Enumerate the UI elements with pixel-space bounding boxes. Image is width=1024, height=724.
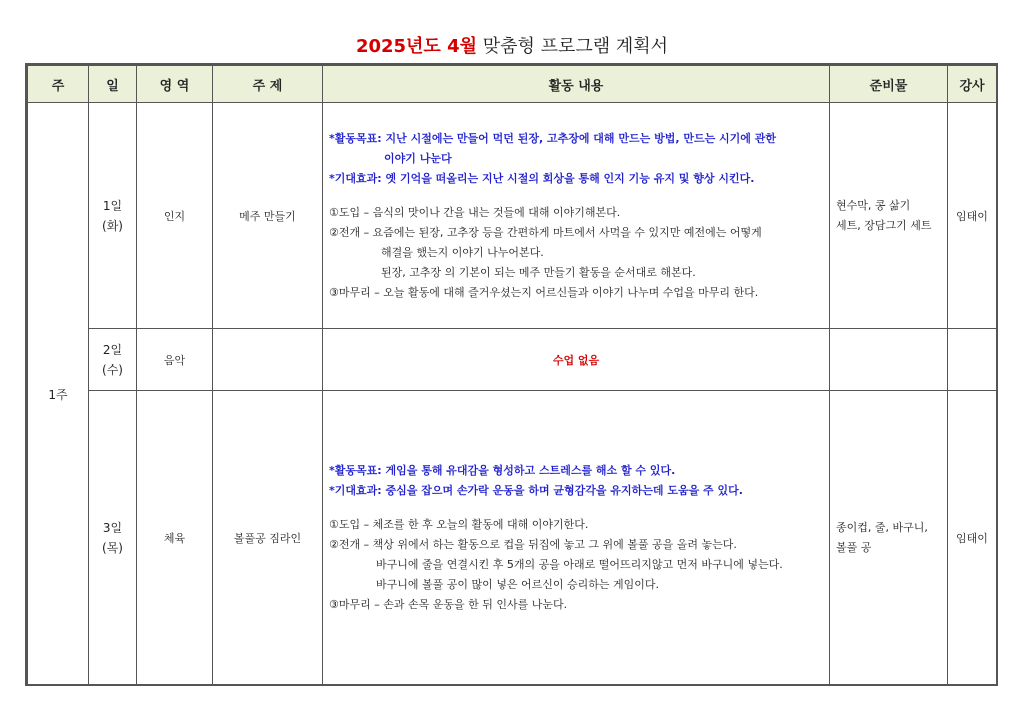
- step-line: ②전개 – 요즘에는 된장, 고추장 등을 간편하게 마트에서 사먹을 수 있지만 예전에는 어떻게: [329, 225, 762, 239]
- table-row: [28, 329, 997, 391]
- prep-line: 현수막, 콩 삶기: [836, 198, 911, 212]
- teacher-cell: [948, 329, 997, 391]
- step-line: ①도입 – 체조를 한 후 오늘의 활동에 대해 이야기한다.: [329, 518, 589, 531]
- expected-effect: *기대효과: 중심을 잡으며 손가락 운동을 하며 균형감각을 유지하는데 도움을 주 있다.: [329, 484, 743, 497]
- header-week: 주: [28, 66, 89, 103]
- page-title: [0, 32, 1024, 58]
- step-line: ③마무리 – 오늘 활동에 대해 즐거우셨는지 어르신들과 이야기 나누며 수업을 마무리 한다.: [329, 285, 759, 299]
- teacher-cell: 임태이: [948, 391, 997, 686]
- table-row: [28, 103, 997, 329]
- title-suffix: 맞춤형 프로그램 계획서: [477, 36, 669, 57]
- title-prefix: 2025년도 4월: [355, 36, 477, 57]
- topic-cell: 볼풀공 짐라인: [213, 391, 323, 686]
- step-line: ②전개 – 책상 위에서 하는 활동으로 컵을 뒤집에 놓고 그 위에 볼풀 공을 올려 놓는다.: [329, 538, 737, 551]
- no-class-note: 수업 없음: [323, 329, 830, 391]
- activity-goal: *활동목표: 게임을 통해 유대감을 형성하고 스트레스를 해소 할 수 있다.: [329, 464, 676, 477]
- activity-goal: *활동목표: 지난 시절에는 만들어 먹던 된장, 고추장에 대해 만드는 방법, 만드는 시기에 관한: [329, 131, 776, 145]
- day-cell: [89, 391, 137, 686]
- week-cell: 1주: [28, 103, 89, 686]
- content-cell: [323, 391, 830, 686]
- day-cell: [89, 103, 137, 329]
- content-cell: [323, 103, 830, 329]
- plan-table: [27, 65, 997, 686]
- step-line: 바구니에 줄을 연결시킨 후 5개의 공을 아래로 떨어뜨리지않고 먼저 바구니에 넣는다.: [376, 558, 783, 571]
- header-teacher: 강사: [948, 66, 997, 103]
- step-line: ③마무리 – 손과 손목 운동을 한 뒤 인사를 나눈다.: [329, 598, 568, 611]
- prep-cell: [830, 103, 948, 329]
- step-line: 바구니에 볼풀 공이 많이 넣은 어르신이 승리하는 게임이다.: [376, 578, 659, 591]
- day-number: 2일: [102, 342, 123, 357]
- step-line: 해결을 했는지 이야기 나누어본다.: [381, 245, 544, 259]
- expected-effect: *기대효과: 옛 기억을 떠올리는 지난 시절의 회상을 통해 인지 기능 유지 및 향상 시킨다.: [329, 171, 755, 185]
- day-number: 3일: [102, 521, 123, 535]
- day-number: 1일: [102, 198, 123, 213]
- weekday: (수): [102, 362, 123, 377]
- area-cell: 인지: [137, 103, 213, 329]
- header-area: 영 역: [137, 66, 213, 103]
- teacher-cell: 임태이: [948, 103, 997, 329]
- day-cell: [89, 329, 137, 391]
- topic-cell: 메주 만들기: [213, 103, 323, 329]
- header-content: 활동 내용: [323, 66, 830, 103]
- weekday: (화): [102, 218, 123, 233]
- activity-goal-cont: 이야기 나눈다: [384, 151, 452, 165]
- prep-line: 세트, 장담그기 세트: [836, 218, 932, 232]
- header-row: [28, 66, 997, 103]
- step-line: 된장, 고추장 의 기본이 되는 메주 만들기 활동을 순서대로 해본다.: [381, 265, 696, 279]
- prep-line: 종이컵, 줄, 바구니,: [836, 521, 928, 534]
- header-prep: 준비물: [830, 66, 948, 103]
- prep-cell: [830, 329, 948, 391]
- weekday: (목): [102, 541, 123, 555]
- topic-cell: [213, 329, 323, 391]
- area-cell: 음악: [137, 329, 213, 391]
- table-row: [28, 391, 997, 686]
- area-cell: 체육: [137, 391, 213, 686]
- prep-cell: [830, 391, 948, 686]
- prep-line: 볼풀 공: [836, 541, 872, 554]
- header-topic: 주 제: [213, 66, 323, 103]
- header-day: 일: [89, 66, 137, 103]
- step-line: ①도입 – 음식의 맛이나 간을 내는 것들에 대해 이야기해본다.: [329, 205, 621, 219]
